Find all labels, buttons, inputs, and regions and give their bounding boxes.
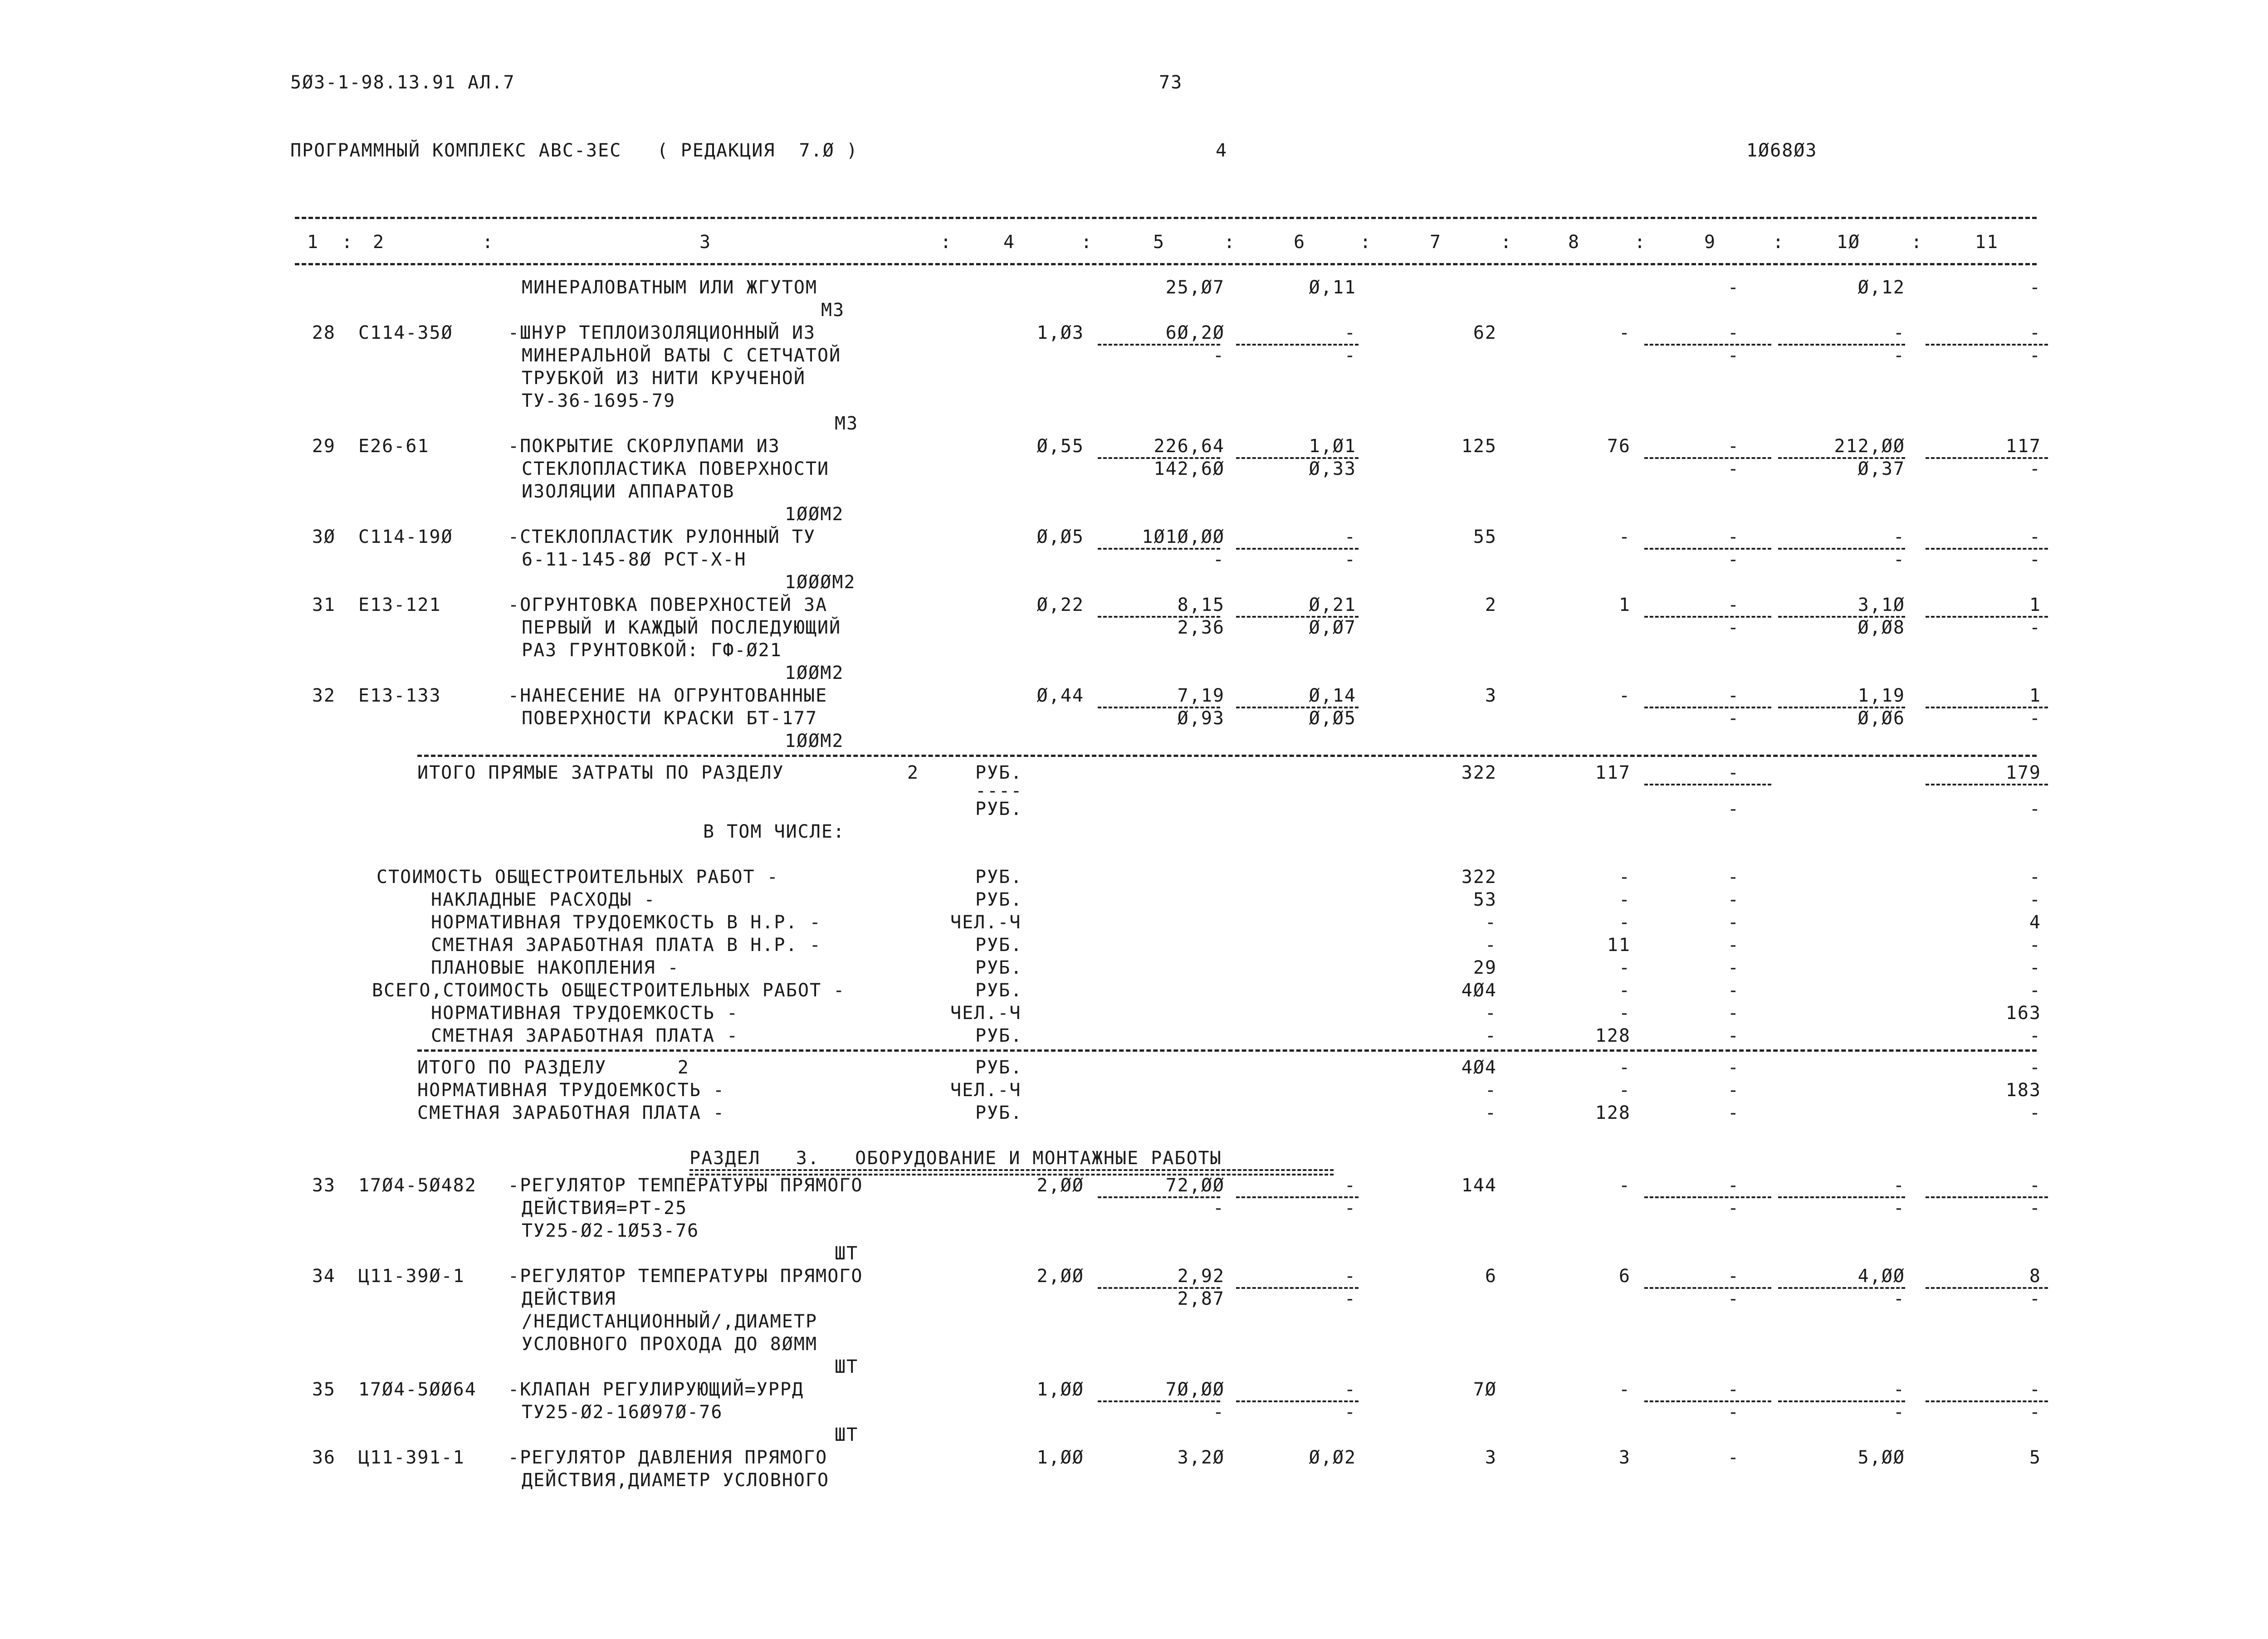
- value-c9b: -: [1727, 345, 1740, 366]
- value-c11b: -: [2029, 617, 2041, 638]
- value-c7: 62: [1473, 322, 1497, 343]
- header-rule-top: [295, 217, 2037, 219]
- item-description: -ПОКРЫТИЕ СКОРЛУПАМИ ИЗ: [508, 436, 780, 457]
- value-c7: -: [1485, 1003, 1497, 1024]
- value-c11: -: [2029, 1175, 2041, 1196]
- value-c10: 212,ØØ: [1834, 436, 1905, 457]
- value-c11: 1: [2029, 685, 2041, 706]
- breakdown-unit: РУБ.: [975, 889, 1023, 910]
- item-description: -РЕГУЛЯТОР ТЕМПЕРАТУРЫ ПРЯМОГО: [508, 1266, 863, 1287]
- program-title: ПРОГРАММНЫЙ КОМПЛЕКС АВС-3ЕС ( РЕДАКЦИЯ 7.Ø ): [290, 140, 858, 161]
- value-c9b: -: [1727, 799, 1740, 820]
- item-unit: ШТ: [835, 1243, 859, 1264]
- value-c9: -: [1727, 889, 1740, 910]
- value-c5: 6Ø,2Ø: [1165, 322, 1225, 343]
- value-c9: -: [1727, 595, 1740, 615]
- value-c10: Ø,12: [1857, 277, 1905, 298]
- row-number: 35: [312, 1379, 336, 1400]
- value-c9: -: [1727, 912, 1740, 933]
- item-unit: ШТ: [835, 1356, 859, 1377]
- row-number: 33: [312, 1175, 336, 1196]
- rate-code: 17Ø4-5ØØ64: [358, 1379, 477, 1400]
- value-c9: -: [1727, 322, 1740, 343]
- value-c7: 125: [1461, 436, 1497, 457]
- value-c5b: Ø,93: [1177, 708, 1225, 729]
- value-c11: -: [2029, 322, 2041, 343]
- value-c11: -: [2029, 527, 2041, 547]
- rate-code: Ц11-39Ø-1: [358, 1266, 465, 1287]
- value-c10b: Ø,Ø8: [1857, 617, 1905, 638]
- value-c10b: -: [1893, 1288, 1905, 1309]
- value-c7: 53: [1473, 889, 1497, 910]
- value-c9: -: [1727, 1175, 1740, 1196]
- item-description: ИЗОЛЯЦИИ АППАРАТОВ: [522, 481, 735, 502]
- item-unit: М3: [835, 413, 859, 434]
- value-c4: 1,ØØ: [1036, 1379, 1084, 1400]
- breakdown-unit: ЧЕЛ.-Ч: [950, 912, 1022, 933]
- item-description: -НАНЕСЕНИЕ НА ОГРУНТОВАННЫЕ: [508, 685, 828, 706]
- value-c6: Ø,14: [1309, 685, 1356, 706]
- value-c5: 226,64: [1154, 436, 1225, 457]
- value-c9: -: [1727, 436, 1740, 457]
- value-c9b: -: [1727, 1198, 1740, 1219]
- item-description: РАЗ ГРУНТОВКОЙ: ГФ-Ø21: [522, 640, 782, 661]
- value-c7: 322: [1461, 762, 1497, 783]
- value-c9: -: [1727, 1080, 1740, 1101]
- row-number: 34: [312, 1266, 336, 1287]
- total-unit: РУБ.: [975, 799, 1023, 820]
- value-c10b: Ø,Ø6: [1857, 708, 1905, 729]
- value-c8: -: [1618, 1057, 1631, 1078]
- value-c4: 2,ØØ: [1036, 1175, 1084, 1196]
- value-c9: -: [1727, 685, 1740, 706]
- column-separator: :: [1501, 232, 1513, 253]
- total-section: 2: [907, 762, 919, 783]
- column-separator: :: [1773, 232, 1785, 253]
- dashed-rule: [1644, 784, 1771, 785]
- section-total-label: ИТОГО ПО РАЗДЕЛУ 2: [417, 1057, 689, 1078]
- value-c9: -: [1727, 867, 1740, 888]
- item-description: ДЕЙСТВИЯ: [522, 1288, 616, 1309]
- breakdown-label: ПЛАНОВЫЕ НАКОПЛЕНИЯ -: [431, 957, 679, 978]
- value-c11b: -: [2029, 345, 2041, 366]
- value-c11: 183: [2005, 1080, 2041, 1101]
- value-c11b: -: [2029, 708, 2041, 729]
- value-c9b: -: [1727, 459, 1740, 479]
- value-c10b: Ø,37: [1857, 459, 1905, 479]
- value-c6b: -: [1344, 1198, 1356, 1219]
- section-rule: [417, 755, 2037, 757]
- value-c7: 4Ø4: [1461, 1057, 1497, 1078]
- value-c11b: -: [2029, 799, 2041, 820]
- value-c10: -: [1893, 322, 1905, 343]
- value-c7: 55: [1473, 527, 1497, 547]
- breakdown-label: СМЕТНАЯ ЗАРАБОТНАЯ ПЛАТА -: [431, 1025, 739, 1046]
- breakdown-unit: РУБ.: [975, 935, 1023, 956]
- value-c8: -: [1618, 685, 1631, 706]
- row-number: 31: [312, 595, 336, 615]
- value-c9b: -: [1727, 549, 1740, 570]
- item-unit: 1ØØМ2: [785, 663, 844, 683]
- value-c9b: -: [1727, 708, 1740, 729]
- value-c4: 1,Ø3: [1036, 322, 1084, 343]
- column-header-11: 11: [1975, 232, 1999, 253]
- value-c11: 117: [2005, 436, 2041, 457]
- value-c7: 2: [1485, 595, 1497, 615]
- rate-code: С114-35Ø: [358, 322, 453, 343]
- value-c5: 8,15: [1177, 595, 1225, 615]
- value-c8: -: [1618, 1175, 1631, 1196]
- column-header-5: 5: [1153, 232, 1165, 253]
- item-description: ПОВЕРХНОСТИ КРАСКИ БТ-177: [522, 708, 818, 729]
- value-c9: -: [1727, 1025, 1740, 1046]
- including-label: В ТОМ ЧИСЛЕ:: [703, 821, 845, 842]
- value-c4: Ø,44: [1036, 685, 1084, 706]
- breakdown-unit: РУБ.: [975, 1025, 1023, 1046]
- row-number: 36: [312, 1447, 336, 1468]
- document-code: 5Ø3-1-98.13.91 АЛ.7: [290, 72, 515, 93]
- breakdown-label: НОРМАТИВНАЯ ТРУДОЕМКОСТЬ В Н.Р. -: [431, 912, 821, 933]
- item-description: ПЕРВЫЙ И КАЖДЫЙ ПОСЛЕДУЮЩИЙ: [522, 617, 841, 638]
- breakdown-unit: РУБ.: [975, 867, 1023, 888]
- value-c8: 6: [1618, 1266, 1631, 1287]
- value-c6b: Ø,33: [1309, 459, 1356, 479]
- item-description: ТУ25-Ø2-16Ø97Ø-76: [522, 1402, 723, 1423]
- value-c7: 6: [1485, 1266, 1497, 1287]
- value-c8: 128: [1595, 1025, 1631, 1046]
- value-c7: 4Ø4: [1461, 980, 1497, 1001]
- item-description: ДЕЙСТВИЯ,ДИАМЕТР УСЛОВНОГО: [522, 1470, 830, 1491]
- value-c5: 1Ø1Ø,ØØ: [1142, 527, 1225, 547]
- value-c11b: -: [2029, 1402, 2041, 1423]
- breakdown-unit: РУБ.: [975, 980, 1023, 1001]
- column-header-1Ø: 1Ø: [1836, 232, 1861, 253]
- value-c11: 163: [2005, 1003, 2041, 1024]
- value-c8: -: [1618, 912, 1631, 933]
- value-c6b: -: [1344, 549, 1356, 570]
- rate-code: Е13-133: [358, 685, 441, 706]
- value-c7: -: [1485, 1102, 1497, 1123]
- page-number: 73: [1159, 72, 1183, 93]
- value-c9: -: [1727, 935, 1740, 956]
- value-c11: -: [2029, 1379, 2041, 1400]
- item-description: -РЕГУЛЯТОР ТЕМПЕРАТУРЫ ПРЯМОГО: [508, 1175, 863, 1196]
- value-c9: -: [1727, 1379, 1740, 1400]
- value-c11: -: [2029, 980, 2041, 1001]
- dashed-rule: [1926, 784, 2048, 785]
- value-c9: -: [1727, 957, 1740, 978]
- value-c10: 4,ØØ: [1857, 1266, 1905, 1287]
- value-c10b: -: [1893, 345, 1905, 366]
- row-number: 32: [312, 685, 336, 706]
- value-c7: -: [1485, 1080, 1497, 1101]
- value-c8: 76: [1607, 436, 1631, 457]
- value-c7: 144: [1461, 1175, 1497, 1196]
- column-header-6: 6: [1293, 232, 1306, 253]
- value-c6b: -: [1344, 1288, 1356, 1309]
- item-description: -ШНУР ТЕПЛОИЗОЛЯЦИОННЫЙ ИЗ: [508, 322, 816, 343]
- rate-code: Е13-121: [358, 595, 441, 615]
- value-c9: -: [1727, 1057, 1740, 1078]
- column-header-8: 8: [1568, 232, 1580, 253]
- value-c5b: -: [1212, 1402, 1225, 1423]
- item-description: ДЕЙСТВИЯ=РТ-25: [522, 1198, 688, 1219]
- section-total-label: СМЕТНАЯ ЗАРАБОТНАЯ ПЛАТА -: [417, 1102, 725, 1123]
- value-c9: -: [1727, 527, 1740, 547]
- value-c6: -: [1344, 1266, 1356, 1287]
- value-c5b: 2,87: [1177, 1288, 1225, 1309]
- value-c8: -: [1618, 1080, 1631, 1101]
- header-rule-bottom: [295, 263, 2037, 265]
- value-c7: -: [1485, 1025, 1497, 1046]
- column-header-7: 7: [1429, 232, 1442, 253]
- breakdown-label: ВСЕГО,СТОИМОСТЬ ОБЩЕСТРОИТЕЛЬНЫХ РАБОТ -: [372, 980, 846, 1001]
- value-c11: -: [2029, 1102, 2041, 1123]
- value-c8: -: [1618, 889, 1631, 910]
- value-c6: 1,Ø1: [1309, 436, 1356, 457]
- rate-code: Е26-61: [358, 436, 430, 457]
- rate-code: Ц11-391-1: [358, 1447, 465, 1468]
- document-id: 1Ø68Ø3: [1746, 140, 1818, 161]
- value-c7: 3: [1485, 1447, 1497, 1468]
- value-c11b: -: [2029, 1198, 2041, 1219]
- value-c11: -: [2029, 1057, 2041, 1078]
- value-c8: -: [1618, 867, 1631, 888]
- value-c6: -: [1344, 1175, 1356, 1196]
- value-c5: 7,19: [1177, 685, 1225, 706]
- value-c7: -: [1485, 935, 1497, 956]
- item-description: ТУ-36-1695-79: [522, 390, 676, 411]
- column-separator: :: [1634, 232, 1647, 253]
- value-c5: 3,2Ø: [1177, 1447, 1225, 1468]
- column-separator: :: [1081, 232, 1093, 253]
- value-c9: -: [1727, 762, 1740, 783]
- value-c6: -: [1344, 527, 1356, 547]
- item-description: -СТЕКЛОПЛАСТИК РУЛОННЫЙ ТУ: [508, 527, 816, 547]
- column-header-9: 9: [1704, 232, 1716, 253]
- item-description: ТРУБКОЙ ИЗ НИТИ КРУЧЕНОЙ: [522, 368, 806, 389]
- value-c8: -: [1618, 527, 1631, 547]
- value-c5b: 142,6Ø: [1154, 459, 1225, 479]
- value-c5b: -: [1212, 549, 1225, 570]
- value-c11: -: [2029, 889, 2041, 910]
- column-separator: :: [342, 232, 354, 253]
- value-c8: 3: [1618, 1447, 1631, 1468]
- value-c11b: -: [2029, 459, 2041, 479]
- value-c8: -: [1618, 1003, 1631, 1024]
- value-c8: 117: [1595, 762, 1631, 783]
- value-c6: Ø,21: [1309, 595, 1356, 615]
- value-c8: 11: [1607, 935, 1631, 956]
- value-c9b: -: [1727, 1288, 1740, 1309]
- column-separator: :: [482, 232, 494, 253]
- value-c6b: -: [1344, 1402, 1356, 1423]
- column-header-4: 4: [1003, 232, 1016, 253]
- item-unit: М3: [821, 300, 845, 321]
- value-c9: -: [1727, 1447, 1740, 1468]
- value-c8: -: [1618, 980, 1631, 1001]
- value-c8: -: [1618, 322, 1631, 343]
- column-separator: :: [1911, 232, 1923, 253]
- value-c10: 1,19: [1857, 685, 1905, 706]
- column-separator: :: [1224, 232, 1236, 253]
- item-description: -КЛАПАН РЕГУЛИРУЮЩИЙ=УРРД: [508, 1379, 804, 1400]
- item-unit: 1ØØМ2: [785, 731, 844, 751]
- value-c7: -: [1485, 912, 1497, 933]
- value-c4: 1,ØØ: [1036, 1447, 1084, 1468]
- value-c9: -: [1727, 277, 1740, 298]
- rate-code: С114-19Ø: [358, 527, 453, 547]
- value-c10: 5,ØØ: [1857, 1447, 1905, 1468]
- section-title: РАЗДЕЛ 3. ОБОРУДОВАНИЕ И МОНТАЖНЫЕ РАБОТЫ: [689, 1148, 1222, 1169]
- value-c4: Ø,Ø5: [1036, 527, 1084, 547]
- item-description: СТЕКЛОПЛАСТИКА ПОВЕРХНОСТИ: [522, 459, 830, 479]
- value-c6: -: [1344, 1379, 1356, 1400]
- value-c9: -: [1727, 1003, 1740, 1024]
- value-c5b: -: [1212, 345, 1225, 366]
- value-c5: 7Ø,ØØ: [1165, 1379, 1225, 1400]
- item-description: УСЛОВНОГО ПРОХОДА ДО 8ØММ: [522, 1334, 818, 1355]
- breakdown-label: НОРМАТИВНАЯ ТРУДОЕМКОСТЬ -: [431, 1003, 739, 1024]
- item-description: 6-11-145-8Ø РСТ-Х-Н: [522, 549, 747, 570]
- value-c11: -: [2029, 957, 2041, 978]
- item-description: МИНЕРАЛЬНОЙ ВАТЫ С СЕТЧАТОЙ: [522, 345, 841, 366]
- value-c6: -: [1344, 322, 1356, 343]
- value-c11: -: [2029, 935, 2041, 956]
- value-c11b: -: [2029, 1288, 2041, 1309]
- value-c6b: Ø,Ø7: [1309, 617, 1356, 638]
- value-c9: -: [1727, 1266, 1740, 1287]
- value-c10b: -: [1893, 549, 1905, 570]
- section-total-unit: ЧЕЛ.-Ч: [950, 1080, 1022, 1101]
- value-c4: Ø,55: [1036, 436, 1084, 457]
- column-header-1: 1: [307, 232, 319, 253]
- value-c9: -: [1727, 1102, 1740, 1123]
- value-c11b: -: [2029, 549, 2041, 570]
- value-c11: -: [2029, 1025, 2041, 1046]
- row-number: 28: [312, 322, 336, 343]
- breakdown-label: НАКЛАДНЫЕ РАСХОДЫ -: [431, 889, 656, 910]
- column-header-3: 3: [699, 232, 712, 253]
- value-c8: 128: [1595, 1102, 1631, 1123]
- value-c7: 3: [1485, 685, 1497, 706]
- value-c11: 5: [2029, 1447, 2041, 1468]
- value-c6b: Ø,Ø5: [1309, 708, 1356, 729]
- value-c7: 7Ø: [1473, 1379, 1497, 1400]
- value-c6: Ø,Ø2: [1309, 1447, 1356, 1468]
- item-unit: ШТ: [835, 1424, 859, 1445]
- value-c10: -: [1893, 1175, 1905, 1196]
- value-c10: -: [1893, 1379, 1905, 1400]
- item-description: /НЕДИСТАНЦИОННЫЙ/,ДИАМЕТР: [522, 1311, 818, 1332]
- value-c11: -: [2029, 277, 2041, 298]
- item-description: ТУ25-Ø2-1Ø53-76: [522, 1220, 699, 1241]
- section-total-label: НОРМАТИВНАЯ ТРУДОЕМКОСТЬ -: [417, 1080, 725, 1101]
- value-c5b: 2,36: [1177, 617, 1225, 638]
- unit-underline: ----: [975, 780, 1023, 801]
- value-c11: 8: [2029, 1266, 2041, 1287]
- value-c5b: -: [1212, 1198, 1225, 1219]
- value-c9b: -: [1727, 1402, 1740, 1423]
- item-unit: 1ØØМ2: [785, 504, 844, 525]
- item-description: -РЕГУЛЯТОР ДАВЛЕНИЯ ПРЯМОГО: [508, 1447, 828, 1468]
- breakdown-unit: РУБ.: [975, 957, 1023, 978]
- value-c4: Ø,22: [1036, 595, 1084, 615]
- value-c5: 2,92: [1177, 1266, 1225, 1287]
- column-header-2: 2: [372, 232, 385, 253]
- total-unit: РУБ.: [975, 762, 1023, 783]
- breakdown-unit: ЧЕЛ.-Ч: [950, 1003, 1022, 1024]
- value-c5: 25,Ø7: [1165, 277, 1225, 298]
- value-c10b: -: [1893, 1198, 1905, 1219]
- breakdown-label: СМЕТНАЯ ЗАРАБОТНАЯ ПЛАТА В Н.Р. -: [431, 935, 821, 956]
- value-c9: -: [1727, 980, 1740, 1001]
- value-c5: 72,ØØ: [1165, 1175, 1225, 1196]
- breakdown-label: СТОИМОСТЬ ОБЩЕСТРОИТЕЛЬНЫХ РАБОТ -: [376, 867, 779, 888]
- value-c11: 179: [2005, 762, 2041, 783]
- item-description: МИНЕРАЛОВАТНЫМ ИЛИ ЖГУТОМ: [522, 277, 818, 298]
- row-number: 29: [312, 436, 336, 457]
- value-c4: 2,ØØ: [1036, 1266, 1084, 1287]
- section-total-unit: РУБ.: [975, 1057, 1023, 1078]
- rate-code: 17Ø4-5Ø482: [358, 1175, 477, 1196]
- row-number: 3Ø: [312, 527, 336, 547]
- value-c11: -: [2029, 867, 2041, 888]
- value-c7: 29: [1473, 957, 1497, 978]
- total-label: ИТОГО ПРЯМЫЕ ЗАТРАТЫ ПО РАЗДЕЛУ: [417, 762, 784, 783]
- value-c11: 4: [2029, 912, 2041, 933]
- value-c8: 1: [1618, 595, 1631, 615]
- value-c10: -: [1893, 527, 1905, 547]
- item-unit: 1ØØØМ2: [785, 572, 856, 593]
- value-c10b: -: [1893, 1402, 1905, 1423]
- value-c11: 1: [2029, 595, 2041, 615]
- value-c9b: -: [1727, 617, 1740, 638]
- value-c6b: -: [1344, 345, 1356, 366]
- value-c7: 322: [1461, 867, 1497, 888]
- column-separator: :: [1360, 232, 1372, 253]
- column-separator: :: [940, 232, 953, 253]
- value-c8: -: [1618, 1379, 1631, 1400]
- value-c10: 3,1Ø: [1857, 595, 1905, 615]
- item-description: -ОГРУНТОВКА ПОВЕРХНОСТЕЙ ЗА: [508, 595, 828, 615]
- value-c6: Ø,11: [1309, 277, 1356, 298]
- section-total-unit: РУБ.: [975, 1102, 1023, 1123]
- sheet-number: 4: [1216, 140, 1228, 161]
- section-rule: [417, 1049, 2037, 1052]
- value-c8: -: [1618, 957, 1631, 978]
